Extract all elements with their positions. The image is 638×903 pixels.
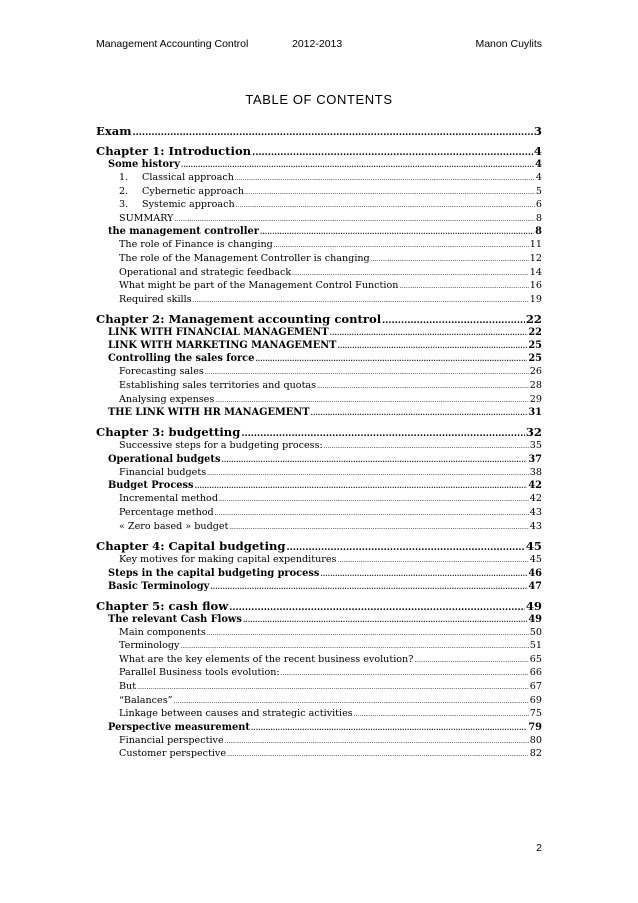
toc-dot-leader — [324, 439, 529, 454]
toc-chapter-entry[interactable] — [96, 312, 542, 326]
toc-entry-label — [108, 580, 209, 593]
toc-entry-text: Controlling the sales force — [108, 353, 255, 365]
toc-entry-number: 3. — [119, 199, 129, 211]
toc-entry-text: Analysing expenses — [119, 393, 215, 405]
toc-subsection-entry[interactable] — [96, 379, 542, 393]
toc-entry-text: The relevant Cash Flows — [108, 613, 242, 625]
toc-dot-leader — [229, 520, 528, 535]
toc-section-entry[interactable] — [96, 406, 542, 419]
toc-dot-leader — [236, 198, 535, 213]
toc-entry-text: Budget Process — [108, 480, 194, 492]
toc-entry-page: 12 — [529, 252, 542, 264]
toc-entry-page: 26 — [529, 366, 542, 378]
toc-subsection-entry[interactable] — [96, 747, 542, 761]
toc-entry-text: Chapter 5: cash flow — [96, 598, 229, 613]
toc-dot-leader — [414, 653, 528, 668]
toc-entry-label — [119, 553, 336, 567]
toc-entry-page: 8 — [535, 212, 542, 224]
toc-dot-leader — [243, 613, 527, 626]
toc-entry-number: 2. — [119, 185, 129, 197]
toc-dot-leader — [133, 124, 533, 140]
toc-entry-text: Systemic approach — [142, 199, 235, 211]
toc-entry-text: What are the key elements of the recent business evolution? — [119, 653, 414, 665]
toc-entry-label — [119, 653, 413, 667]
toc-entry-page: 42 — [528, 480, 542, 492]
toc-entry-text: Terminology — [119, 640, 180, 652]
toc-entry-page: 4 — [535, 172, 542, 183]
toc-entry-text: Classical approach — [142, 172, 234, 183]
toc-entry-page: 32 — [525, 425, 542, 440]
toc-entry-text: Incremental method — [119, 493, 218, 505]
toc-section-entry[interactable] — [96, 326, 542, 339]
toc-entry-label — [119, 747, 226, 761]
toc-entry-page: 8 — [535, 226, 542, 238]
toc-entry-page: 45 — [529, 554, 542, 566]
toc-dot-leader — [219, 492, 529, 507]
toc-entry-page: 37 — [528, 453, 542, 465]
toc-dot-leader — [260, 225, 534, 238]
toc-chapter-entry[interactable] — [96, 539, 542, 553]
toc-dot-leader — [225, 734, 529, 749]
toc-dot-leader — [311, 406, 528, 419]
toc-entry-page: 29 — [529, 393, 542, 405]
toc-entry-text: Operational and strategic feedback — [119, 266, 292, 278]
toc-entry-page: 50 — [529, 626, 542, 638]
toc-dot-leader — [215, 506, 529, 521]
toc-entry-page: 42 — [529, 493, 542, 505]
toc-entry-page: 38 — [529, 466, 542, 478]
toc-dot-leader — [180, 639, 528, 654]
toc-entry-page: 82 — [529, 748, 542, 760]
toc-entry-text: Perspective measurement — [108, 721, 250, 733]
toc-section-entry[interactable] — [96, 580, 542, 593]
toc-subsection-entry[interactable] — [96, 266, 542, 280]
toc-entry-text: Key motives for making capital expenditures — [119, 554, 337, 566]
toc-dot-leader — [330, 326, 528, 339]
toc-entry-label — [119, 639, 179, 653]
toc-entry-page: 25 — [528, 353, 542, 365]
toc-dot-leader — [337, 339, 527, 352]
toc-dot-leader — [137, 680, 529, 695]
toc-dot-leader — [245, 185, 535, 200]
toc-entry-text: Cybernetic approach — [142, 185, 245, 197]
toc-entry-text: Some history — [108, 159, 180, 170]
toc-section-entry[interactable] — [96, 352, 542, 365]
toc-subsection-entry[interactable] — [96, 212, 542, 226]
toc-entry-page: 22 — [525, 312, 542, 327]
toc-entry-label — [108, 567, 319, 580]
toc-entry-page: 49 — [528, 613, 542, 625]
toc-entry-page: 6 — [535, 199, 542, 211]
toc-entry-label — [119, 680, 136, 694]
toc-entry-text: Financial perspective — [119, 734, 224, 746]
toc-entry-label — [119, 279, 398, 293]
toc-entry-text: Operational budgets — [108, 453, 221, 465]
toc-entry-text: SUMMARY — [119, 212, 174, 224]
toc-entry-label — [119, 626, 206, 640]
toc-entry-text: Forecasting sales — [119, 366, 204, 378]
toc-entry-label — [119, 212, 174, 226]
toc-subsection-entry[interactable] — [96, 198, 542, 212]
toc-dot-leader — [399, 279, 528, 294]
toc-entry-page: 28 — [529, 379, 542, 391]
toc-entry-label — [108, 406, 310, 419]
toc-entry-label — [108, 721, 250, 734]
toc-entry-label — [119, 379, 316, 393]
toc-subsection-entry[interactable] — [96, 734, 542, 748]
toc-entry-label — [96, 539, 286, 553]
toc-subsection-entry[interactable] — [96, 520, 542, 534]
toc-entry-label — [108, 613, 242, 626]
toc-entry-text: Establishing sales territories and quotas — [119, 379, 317, 391]
toc-dot-leader — [317, 379, 529, 394]
toc-entry-label — [119, 185, 244, 199]
toc-chapter-entry[interactable] — [96, 124, 542, 138]
toc-dot-leader — [274, 238, 529, 253]
toc-entry-number: 1. — [119, 172, 129, 183]
toc-entry-label — [119, 694, 173, 708]
page-header — [96, 38, 542, 52]
toc-entry-text: Exam — [96, 124, 132, 138]
toc-entry-label — [96, 312, 381, 326]
toc-subsection-entry[interactable] — [96, 626, 542, 640]
toc-entry-page: 69 — [529, 694, 542, 706]
toc-entry-text: Chapter 3: budgetting — [96, 425, 241, 440]
toc-entry-page: 16 — [529, 280, 542, 292]
toc-entry-label — [119, 266, 291, 280]
toc-entry-text: Customer perspective — [119, 748, 227, 760]
toc-entry-label — [119, 365, 204, 379]
toc-entry-page: 43 — [529, 506, 542, 518]
toc-dot-leader — [215, 393, 528, 408]
toc-entry-label — [96, 144, 251, 158]
toc-subsection-entry[interactable] — [96, 293, 542, 307]
toc-entry-label — [119, 520, 228, 534]
toc-chapter-entry[interactable] — [96, 599, 542, 613]
toc-entry-page: 80 — [529, 734, 542, 746]
toc-section-entry[interactable] — [96, 453, 542, 466]
toc-entry-page: 11 — [529, 239, 542, 251]
toc-entry-label — [108, 453, 220, 466]
toc-entry-label — [119, 198, 235, 212]
toc-chapter-entry[interactable] — [96, 144, 542, 158]
toc-subsection-entry[interactable] — [96, 694, 542, 708]
toc-dot-leader — [337, 553, 528, 568]
toc-entry-label — [119, 707, 353, 721]
toc-title: TABLE OF CONTENTS — [245, 92, 393, 107]
toc-entry-label — [108, 339, 336, 352]
toc-entry-label — [119, 171, 234, 185]
toc-subsection-entry[interactable] — [96, 492, 542, 506]
toc-subsection-entry[interactable] — [96, 365, 542, 379]
toc-dot-leader — [371, 252, 529, 267]
toc-subsection-entry[interactable] — [96, 171, 542, 185]
toc-entry-page: 65 — [529, 653, 542, 665]
toc-entry-text: But — [119, 681, 137, 693]
toc-section-entry[interactable] — [96, 339, 542, 352]
toc-entry-label — [119, 466, 206, 480]
toc-entry-page: 47 — [528, 580, 542, 592]
toc-section-entry[interactable] — [96, 158, 542, 171]
toc-subsection-entry[interactable] — [96, 185, 542, 199]
toc-entry-text: Chapter 1: Introduction — [96, 144, 252, 158]
toc-entry-label — [119, 238, 273, 252]
toc-entry-text: Main components — [119, 626, 206, 638]
toc-entry-text: The role of Finance is changing — [119, 239, 273, 251]
toc-dot-leader — [227, 747, 529, 762]
toc-entry-label — [119, 734, 224, 748]
toc-entry-page: 25 — [528, 340, 542, 352]
toc-section-entry[interactable] — [96, 613, 542, 626]
toc-dot-leader — [175, 212, 535, 227]
toc-entry-text: the management controller — [108, 226, 259, 238]
toc-entry-label — [119, 252, 370, 266]
toc-dot-leader — [205, 365, 529, 380]
toc-entry-label — [119, 666, 280, 680]
toc-entry-text: Steps in the capital budgeting process — [108, 567, 320, 579]
toc-dot-leader — [235, 171, 535, 186]
toc-entry-label — [96, 599, 228, 613]
toc-dot-leader — [320, 567, 527, 580]
toc-section-entry[interactable] — [96, 567, 542, 580]
toc-subsection-entry[interactable] — [96, 252, 542, 266]
toc-section-entry[interactable] — [96, 721, 542, 734]
toc-entry-text: What might be part of the Management Control Function — [119, 280, 399, 292]
toc-dot-leader — [354, 707, 529, 722]
toc-entry-text: Parallel Business tools evolution: — [119, 667, 280, 679]
toc-section-entry[interactable] — [96, 479, 542, 492]
toc-dot-leader — [210, 580, 527, 593]
toc-entry-text: LINK WITH FINANCIAL MANAGEMENT — [108, 327, 329, 339]
toc-dot-leader — [195, 479, 528, 492]
toc-entry-text: Financial budgets — [119, 466, 207, 478]
toc-entry-page: 79 — [528, 721, 542, 733]
toc-dot-leader — [292, 266, 529, 281]
toc-subsection-entry[interactable] — [96, 466, 542, 480]
toc-subsection-entry[interactable] — [96, 653, 542, 667]
toc-dot-leader — [251, 721, 527, 734]
toc-dot-leader — [221, 453, 527, 466]
toc-entry-label — [119, 492, 218, 506]
table-of-contents — [96, 124, 542, 761]
toc-dot-leader — [181, 158, 534, 171]
toc-entry-label — [108, 225, 259, 238]
toc-entry-label — [108, 352, 254, 365]
toc-subsection-entry[interactable] — [96, 393, 542, 407]
toc-dot-leader — [255, 352, 527, 365]
toc-entry-page: 31 — [528, 407, 542, 419]
toc-entry-page: 4 — [533, 144, 542, 158]
toc-dot-leader — [193, 293, 529, 308]
toc-entry-page: 19 — [529, 293, 542, 305]
toc-entry-page: 14 — [529, 266, 542, 278]
toc-entry-text: Chapter 2: Management accounting control — [96, 312, 382, 327]
toc-subsection-entry[interactable] — [96, 707, 542, 721]
toc-subsection-entry[interactable] — [96, 666, 542, 680]
toc-subsection-entry[interactable] — [96, 506, 542, 520]
toc-section-entry[interactable] — [96, 225, 542, 238]
toc-entry-label — [108, 479, 194, 492]
toc-subsection-entry[interactable] — [96, 439, 542, 453]
toc-dot-leader — [207, 626, 529, 641]
toc-entry-text: Successive steps for a budgeting process: — [119, 440, 323, 452]
toc-entry-label — [108, 158, 180, 171]
toc-subsection-entry[interactable] — [96, 238, 542, 252]
toc-chapter-entry[interactable] — [96, 425, 542, 439]
toc-subsection-entry[interactable] — [96, 279, 542, 293]
toc-entry-text: Percentage method — [119, 506, 214, 518]
header-academic-year: 2012-2013 — [292, 38, 343, 50]
toc-entry-page: 5 — [535, 185, 542, 197]
page-number: 2 — [536, 842, 542, 854]
toc-entry-text: LINK WITH MARKETING MANAGEMENT — [108, 340, 337, 352]
toc-entry-page: 75 — [529, 708, 542, 720]
toc-entry-page: 45 — [525, 539, 542, 554]
header-course-title: Management Accounting Control — [96, 38, 249, 50]
toc-subsection-entry[interactable] — [96, 639, 542, 653]
toc-entry-label — [108, 326, 329, 339]
toc-entry-label — [119, 293, 192, 307]
toc-entry-text: Linkage between causes and strategic activities — [119, 708, 353, 720]
toc-entry-label — [96, 124, 132, 138]
toc-entry-text: Basic Terminology — [108, 580, 210, 592]
toc-entry-page: 46 — [528, 567, 542, 579]
toc-dot-leader — [207, 466, 529, 481]
toc-entry-text: THE LINK WITH HR MANAGEMENT — [108, 407, 310, 419]
toc-subsection-entry[interactable] — [96, 553, 542, 567]
toc-entry-page: 51 — [529, 640, 542, 652]
toc-entry-page: 22 — [528, 327, 542, 339]
toc-entry-page: 4 — [535, 159, 542, 170]
toc-entry-label — [119, 439, 323, 453]
toc-entry-page: 43 — [529, 520, 542, 532]
toc-dot-leader — [281, 666, 529, 681]
toc-entry-page: 35 — [529, 440, 542, 452]
toc-entry-label — [119, 393, 214, 407]
toc-entry-text: Required skills — [119, 293, 192, 305]
toc-entry-page: 66 — [529, 667, 542, 679]
toc-entry-page: 3 — [533, 124, 542, 138]
toc-entry-label — [119, 506, 214, 520]
toc-entry-text: The role of the Management Controller is changing — [119, 252, 370, 264]
toc-entry-page: 67 — [529, 681, 542, 693]
toc-entry-text: “Balances” — [119, 694, 173, 706]
toc-subsection-entry[interactable] — [96, 680, 542, 694]
toc-entry-page: 49 — [525, 598, 542, 613]
toc-entry-text: « Zero based » budget — [119, 520, 229, 532]
toc-entry-text: Chapter 4: Capital budgeting — [96, 539, 286, 554]
header-author: Manon Cuylits — [475, 38, 542, 50]
toc-dot-leader — [174, 694, 529, 709]
toc-entry-label — [96, 425, 240, 439]
